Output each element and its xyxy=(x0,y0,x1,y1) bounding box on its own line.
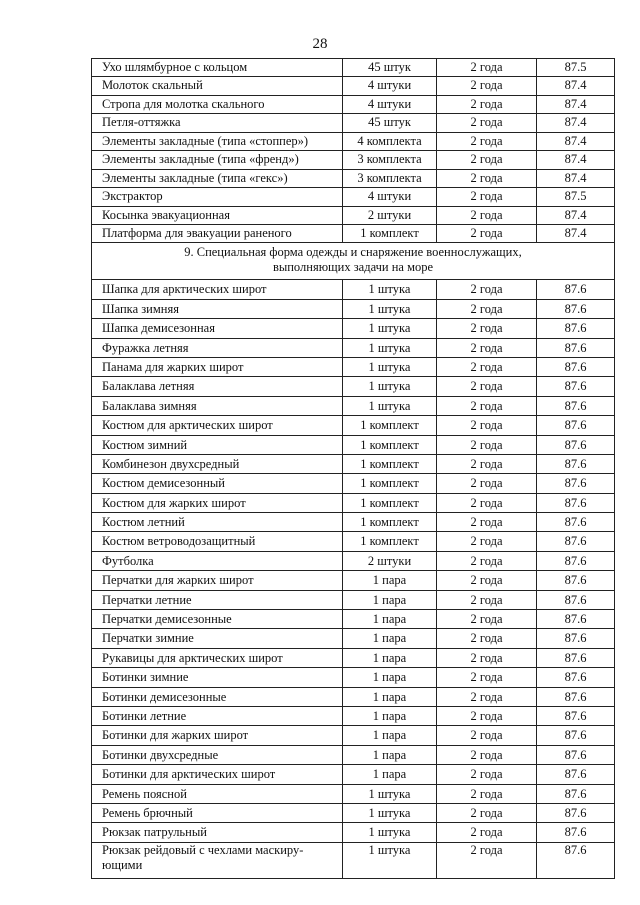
item-term: 2 года xyxy=(437,377,537,396)
item-name: Перчатки для жарких широт xyxy=(92,571,343,590)
item-term: 2 года xyxy=(437,687,537,706)
item-code: 87.6 xyxy=(537,726,615,745)
item-quantity: 1 пара xyxy=(343,726,437,745)
item-quantity: 1 пара xyxy=(343,571,437,590)
table-row xyxy=(92,610,615,629)
item-name xyxy=(92,842,343,878)
item-name: Экстрактор xyxy=(92,188,343,206)
table-row xyxy=(92,188,615,206)
table-row xyxy=(92,803,615,822)
item-term: 2 года xyxy=(437,299,537,318)
item-term: 2 года xyxy=(437,95,537,113)
item-term: 2 года xyxy=(437,132,537,150)
item-term: 2 года xyxy=(437,784,537,803)
item-code: 87.6 xyxy=(537,416,615,435)
item-code: 87.6 xyxy=(537,377,615,396)
item-term: 2 года xyxy=(437,745,537,764)
table-row xyxy=(92,132,615,150)
item-code: 87.6 xyxy=(537,823,615,842)
item-term: 2 года xyxy=(437,319,537,338)
item-quantity: 1 пара xyxy=(343,706,437,725)
item-code: 87.6 xyxy=(537,454,615,473)
table-row xyxy=(92,338,615,357)
item-code: 87.6 xyxy=(537,299,615,318)
item-term: 2 года xyxy=(437,648,537,667)
item-name: Ботинки летние xyxy=(92,706,343,725)
item-term: 2 года xyxy=(437,338,537,357)
item-name: Ботинки двухсредные xyxy=(92,745,343,764)
item-quantity: 4 штуки xyxy=(343,188,437,206)
item-code: 87.4 xyxy=(537,224,615,242)
table-row xyxy=(92,454,615,473)
item-code: 87.4 xyxy=(537,114,615,132)
table-row xyxy=(92,114,615,132)
table-row xyxy=(92,280,615,299)
item-term: 2 года xyxy=(437,803,537,822)
item-quantity: 1 комплект xyxy=(343,416,437,435)
item-term: 2 года xyxy=(437,416,537,435)
item-name: Костюм ветроводозащитный xyxy=(92,532,343,551)
table-row xyxy=(92,493,615,512)
item-name: Платформа для эвакуации раненого xyxy=(92,224,343,242)
item-term: 2 года xyxy=(437,629,537,648)
item-quantity: 1 штука xyxy=(343,299,437,318)
section-title-line1: 9. Специальная форма одежды и снаряжение военнослужащих, xyxy=(184,245,522,260)
item-term: 2 года xyxy=(437,435,537,454)
item-name: Шапка зимняя xyxy=(92,299,343,318)
item-term: 2 года xyxy=(437,765,537,784)
table-row xyxy=(92,416,615,435)
item-term: 2 года xyxy=(437,454,537,473)
item-quantity: 1 пара xyxy=(343,668,437,687)
table-body xyxy=(92,59,615,879)
item-term: 2 года xyxy=(437,513,537,532)
table-row xyxy=(92,377,615,396)
item-code: 87.6 xyxy=(537,396,615,415)
item-term: 2 года xyxy=(437,610,537,629)
item-code: 87.6 xyxy=(537,668,615,687)
item-name: Элементы закладные (типа «гекс») xyxy=(92,169,343,187)
item-quantity: 4 штуки xyxy=(343,77,437,95)
item-name: Ботинки зимние xyxy=(92,668,343,687)
item-quantity: 1 пара xyxy=(343,590,437,609)
item-quantity: 45 штук xyxy=(343,114,437,132)
item-quantity: 1 штука xyxy=(343,357,437,376)
item-name: Шапка для арктических широт xyxy=(92,280,343,299)
equipment-table xyxy=(91,58,615,879)
table-row xyxy=(92,823,615,842)
item-name: Костюм для жарких широт xyxy=(92,493,343,512)
item-term: 2 года xyxy=(437,823,537,842)
item-name: Ремень поясной xyxy=(92,784,343,803)
item-name: Ботинки для жарких широт xyxy=(92,726,343,745)
section-title-line2: выполняющих задачи на море xyxy=(272,260,434,275)
item-code: 87.4 xyxy=(537,95,615,113)
item-name: Стропа для молотка скального xyxy=(92,95,343,113)
item-code: 87.4 xyxy=(537,206,615,224)
table-row xyxy=(92,319,615,338)
item-name-line2: ющими xyxy=(102,857,143,872)
item-quantity: 1 пара xyxy=(343,648,437,667)
table-row xyxy=(92,842,615,878)
item-code: 87.6 xyxy=(537,280,615,299)
item-term: 2 года xyxy=(437,590,537,609)
table-row xyxy=(92,95,615,113)
item-name: Элементы закладные (типа «стоппер») xyxy=(92,132,343,150)
item-code: 87.6 xyxy=(537,435,615,454)
item-code: 87.5 xyxy=(537,188,615,206)
item-name: Ухо шлямбурное с кольцом xyxy=(92,59,343,77)
item-term: 2 года xyxy=(437,571,537,590)
item-quantity: 1 комплект xyxy=(343,493,437,512)
item-code: 87.6 xyxy=(537,706,615,725)
item-term: 2 года xyxy=(437,706,537,725)
table-row xyxy=(92,532,615,551)
item-code: 87.4 xyxy=(537,169,615,187)
table-row xyxy=(92,590,615,609)
item-code: 87.6 xyxy=(537,629,615,648)
item-code: 87.6 xyxy=(537,474,615,493)
item-name: Панама для жарких широт xyxy=(92,357,343,376)
item-name: Ботинки демисезонные xyxy=(92,687,343,706)
item-code: 87.6 xyxy=(537,784,615,803)
item-quantity: 1 пара xyxy=(343,687,437,706)
item-quantity: 1 комплект xyxy=(343,513,437,532)
item-name: Перчатки демисезонные xyxy=(92,610,343,629)
item-code: 87.4 xyxy=(537,132,615,150)
item-term: 2 года xyxy=(437,493,537,512)
item-name: Костюм летний xyxy=(92,513,343,532)
section-header-row xyxy=(92,243,615,280)
item-code: 87.6 xyxy=(537,551,615,570)
table-row xyxy=(92,59,615,77)
item-term: 2 года xyxy=(437,77,537,95)
item-code: 87.6 xyxy=(537,532,615,551)
item-term: 2 года xyxy=(437,114,537,132)
item-term: 2 года xyxy=(437,396,537,415)
item-code: 87.6 xyxy=(537,319,615,338)
item-quantity: 1 штука xyxy=(343,319,437,338)
item-code: 87.4 xyxy=(537,77,615,95)
table-row xyxy=(92,513,615,532)
table-row xyxy=(92,551,615,570)
item-term: 2 года xyxy=(437,474,537,493)
item-quantity: 1 штука xyxy=(343,338,437,357)
table-row xyxy=(92,629,615,648)
item-name: Футболка xyxy=(92,551,343,570)
item-code: 87.6 xyxy=(537,357,615,376)
item-code: 87.6 xyxy=(537,610,615,629)
item-code: 87.6 xyxy=(537,803,615,822)
item-name: Элементы закладные (типа «френд») xyxy=(92,151,343,169)
item-term: 2 года xyxy=(437,169,537,187)
table-row xyxy=(92,668,615,687)
item-quantity: 1 штука xyxy=(343,803,437,822)
item-code: 87.6 xyxy=(537,842,615,878)
item-quantity: 1 штука xyxy=(343,396,437,415)
table-row xyxy=(92,299,615,318)
item-name: Костюм демисезонный xyxy=(92,474,343,493)
item-term: 2 года xyxy=(437,532,537,551)
item-quantity: 1 штука xyxy=(343,842,437,878)
item-quantity: 1 комплект xyxy=(343,224,437,242)
item-quantity: 3 комплекта xyxy=(343,169,437,187)
section-title xyxy=(92,243,615,280)
item-quantity: 1 комплект xyxy=(343,532,437,551)
item-quantity: 1 пара xyxy=(343,765,437,784)
item-quantity: 1 комплект xyxy=(343,454,437,473)
table-row xyxy=(92,169,615,187)
table-row xyxy=(92,151,615,169)
table-row xyxy=(92,357,615,376)
item-term: 2 года xyxy=(437,551,537,570)
item-term: 2 года xyxy=(437,188,537,206)
item-code: 87.6 xyxy=(537,648,615,667)
item-quantity: 2 штуки xyxy=(343,206,437,224)
table-row xyxy=(92,571,615,590)
item-quantity: 1 пара xyxy=(343,610,437,629)
item-code: 87.6 xyxy=(537,590,615,609)
item-name: Косынка эвакуационная xyxy=(92,206,343,224)
item-quantity: 1 пара xyxy=(343,629,437,648)
table-row xyxy=(92,706,615,725)
item-quantity: 1 штука xyxy=(343,377,437,396)
item-name: Перчатки зимние xyxy=(92,629,343,648)
item-quantity: 1 комплект xyxy=(343,435,437,454)
item-code: 87.6 xyxy=(537,745,615,764)
item-term: 2 года xyxy=(437,59,537,77)
item-term: 2 года xyxy=(437,357,537,376)
item-quantity: 4 комплекта xyxy=(343,132,437,150)
item-code: 87.5 xyxy=(537,59,615,77)
item-term: 2 года xyxy=(437,280,537,299)
table-row xyxy=(92,77,615,95)
item-name: Ботинки для арктических широт xyxy=(92,765,343,784)
item-code: 87.6 xyxy=(537,493,615,512)
table-row xyxy=(92,206,615,224)
item-name: Петля-оттяжка xyxy=(92,114,343,132)
item-name: Балаклава зимняя xyxy=(92,396,343,415)
item-code: 87.6 xyxy=(537,687,615,706)
table-row xyxy=(92,687,615,706)
table-row xyxy=(92,648,615,667)
item-quantity: 1 штука xyxy=(343,823,437,842)
item-code: 87.6 xyxy=(537,338,615,357)
item-quantity: 1 штука xyxy=(343,280,437,299)
item-name: Фуражка летняя xyxy=(92,338,343,357)
item-quantity: 1 штука xyxy=(343,784,437,803)
item-quantity: 3 комплекта xyxy=(343,151,437,169)
item-name: Перчатки летние xyxy=(92,590,343,609)
table-row xyxy=(92,396,615,415)
item-name: Рукавицы для арктических широт xyxy=(92,648,343,667)
item-term: 2 года xyxy=(437,668,537,687)
item-code: 87.6 xyxy=(537,571,615,590)
table-row xyxy=(92,224,615,242)
item-term: 2 года xyxy=(437,842,537,878)
item-name: Костюм для арктических широт xyxy=(92,416,343,435)
table-row xyxy=(92,784,615,803)
item-name: Комбинезон двухсредный xyxy=(92,454,343,473)
item-name: Шапка демисезонная xyxy=(92,319,343,338)
table-row xyxy=(92,435,615,454)
item-quantity: 1 пара xyxy=(343,745,437,764)
page-number: 28 xyxy=(312,36,328,52)
item-name: Молоток скальный xyxy=(92,77,343,95)
item-quantity: 45 штук xyxy=(343,59,437,77)
table-row xyxy=(92,726,615,745)
item-code: 87.6 xyxy=(537,765,615,784)
item-term: 2 года xyxy=(437,206,537,224)
item-quantity: 4 штуки xyxy=(343,95,437,113)
table-row xyxy=(92,765,615,784)
item-name: Рюкзак патрульный xyxy=(92,823,343,842)
item-name: Костюм зимний xyxy=(92,435,343,454)
item-quantity: 2 штуки xyxy=(343,551,437,570)
item-code: 87.6 xyxy=(537,513,615,532)
item-term: 2 года xyxy=(437,224,537,242)
item-term: 2 года xyxy=(437,151,537,169)
item-term: 2 года xyxy=(437,726,537,745)
table-row xyxy=(92,474,615,493)
item-quantity: 1 комплект xyxy=(343,474,437,493)
item-name-line1: Рюкзак рейдовый с чехлами маскиру- xyxy=(102,842,304,857)
table-row xyxy=(92,745,615,764)
item-name: Балаклава летняя xyxy=(92,377,343,396)
item-name: Ремень брючный xyxy=(92,803,343,822)
item-code: 87.4 xyxy=(537,151,615,169)
